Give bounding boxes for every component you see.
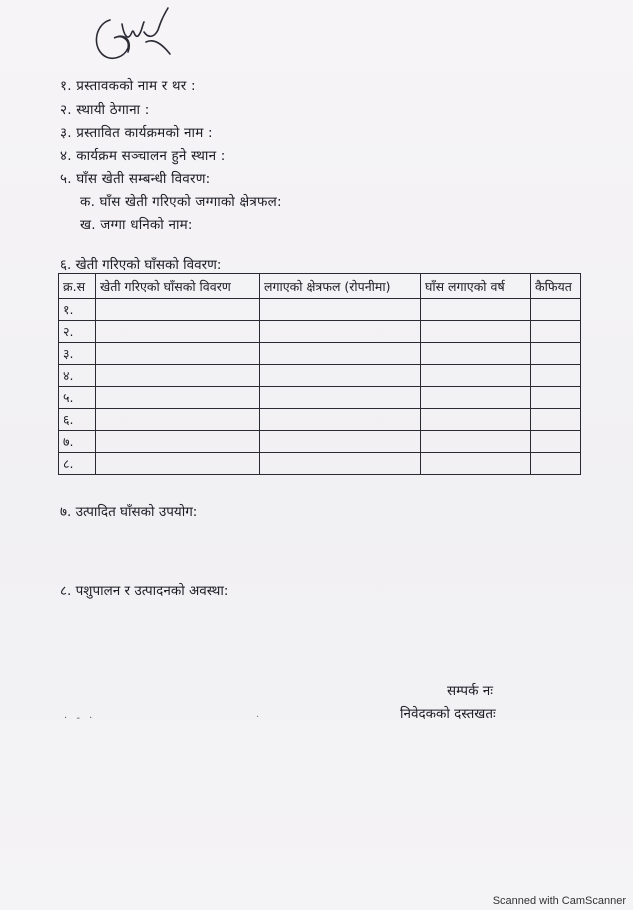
cell bbox=[421, 365, 531, 387]
cell bbox=[421, 343, 531, 365]
section-grass-details-title: ६. खेती गरिएको घाँसको विवरण: bbox=[60, 257, 222, 273]
scan-speck: · bbox=[256, 712, 260, 723]
cell bbox=[96, 453, 260, 475]
cell bbox=[421, 387, 531, 409]
header-serial: क्र.स bbox=[59, 274, 96, 299]
field-program-location: ४. कार्यक्रम सञ्चालन हुने स्थान : bbox=[60, 148, 226, 164]
table-header-row bbox=[59, 274, 581, 299]
header-year-planted: घाँस लगाएको वर्ष bbox=[421, 274, 531, 299]
cell bbox=[421, 321, 531, 343]
cell bbox=[531, 409, 581, 431]
cell bbox=[421, 299, 531, 321]
cell bbox=[531, 453, 581, 475]
cell bbox=[96, 409, 260, 431]
cell bbox=[531, 387, 581, 409]
field-land-owner: ख. जग्गा धनिको नाम: bbox=[80, 217, 193, 233]
section-grass-usage: ७. उत्पादित घाँसको उपयोग: bbox=[60, 504, 198, 520]
table-row bbox=[59, 453, 581, 475]
row-serial: ८. bbox=[59, 453, 96, 475]
field-permanent-address: २. स्थायी ठेगाना : bbox=[60, 102, 150, 118]
cell bbox=[421, 409, 531, 431]
table-row bbox=[59, 321, 581, 343]
cell bbox=[260, 453, 421, 475]
cell bbox=[96, 321, 260, 343]
cell bbox=[260, 409, 421, 431]
row-serial: १. bbox=[59, 299, 96, 321]
cell bbox=[96, 365, 260, 387]
cell bbox=[531, 431, 581, 453]
section-livestock-status: ८. पशुपालन र उत्पादनको अवस्था: bbox=[60, 583, 229, 599]
table-row bbox=[59, 365, 581, 387]
cell bbox=[421, 453, 531, 475]
applicant-signature-label: निवेदकको दस्तखतः bbox=[400, 706, 496, 722]
cell bbox=[260, 299, 421, 321]
row-serial: ६. bbox=[59, 409, 96, 431]
header-remarks: कैफियत bbox=[531, 274, 581, 299]
row-serial: ५. bbox=[59, 387, 96, 409]
grass-details-table bbox=[58, 273, 581, 475]
cell bbox=[96, 343, 260, 365]
field-grass-farming-details: ५. घाँस खेती सम्बन्धी विवरण: bbox=[60, 171, 211, 187]
cell bbox=[260, 321, 421, 343]
field-program-name: ३. प्रस्तावित कार्यक्रमको नाम : bbox=[60, 125, 213, 141]
row-serial: ३. bbox=[59, 343, 96, 365]
cell bbox=[260, 387, 421, 409]
scan-speck: · ‑ · bbox=[64, 713, 96, 724]
table-row bbox=[59, 431, 581, 453]
cell bbox=[260, 343, 421, 365]
field-land-area: क. घाँस खेती गरिएको जग्गाको क्षेत्रफल: bbox=[80, 194, 282, 210]
header-grass-description: खेती गरिएको घाँसको विवरण bbox=[96, 274, 260, 299]
cell bbox=[96, 387, 260, 409]
cell bbox=[421, 431, 531, 453]
table-row bbox=[59, 409, 581, 431]
cell bbox=[531, 343, 581, 365]
row-serial: ७. bbox=[59, 431, 96, 453]
header-area-planted: लगाएको क्षेत्रफल (रोपनीमा) bbox=[260, 274, 421, 299]
table-row bbox=[59, 387, 581, 409]
contact-number-label: सम्पर्क नः bbox=[447, 683, 493, 699]
scanner-watermark: Scanned with CamScanner bbox=[492, 895, 626, 907]
row-serial: ४. bbox=[59, 365, 96, 387]
cell bbox=[531, 365, 581, 387]
table-row bbox=[59, 343, 581, 365]
cell bbox=[260, 431, 421, 453]
cell bbox=[96, 299, 260, 321]
cell bbox=[260, 365, 421, 387]
row-serial: २. bbox=[59, 321, 96, 343]
cell bbox=[531, 299, 581, 321]
table-row bbox=[59, 299, 581, 321]
cell bbox=[96, 431, 260, 453]
cell bbox=[531, 321, 581, 343]
handwritten-signature bbox=[88, 2, 176, 70]
field-proposer-name: १. प्रस्तावकको नाम र थर : bbox=[60, 78, 196, 94]
